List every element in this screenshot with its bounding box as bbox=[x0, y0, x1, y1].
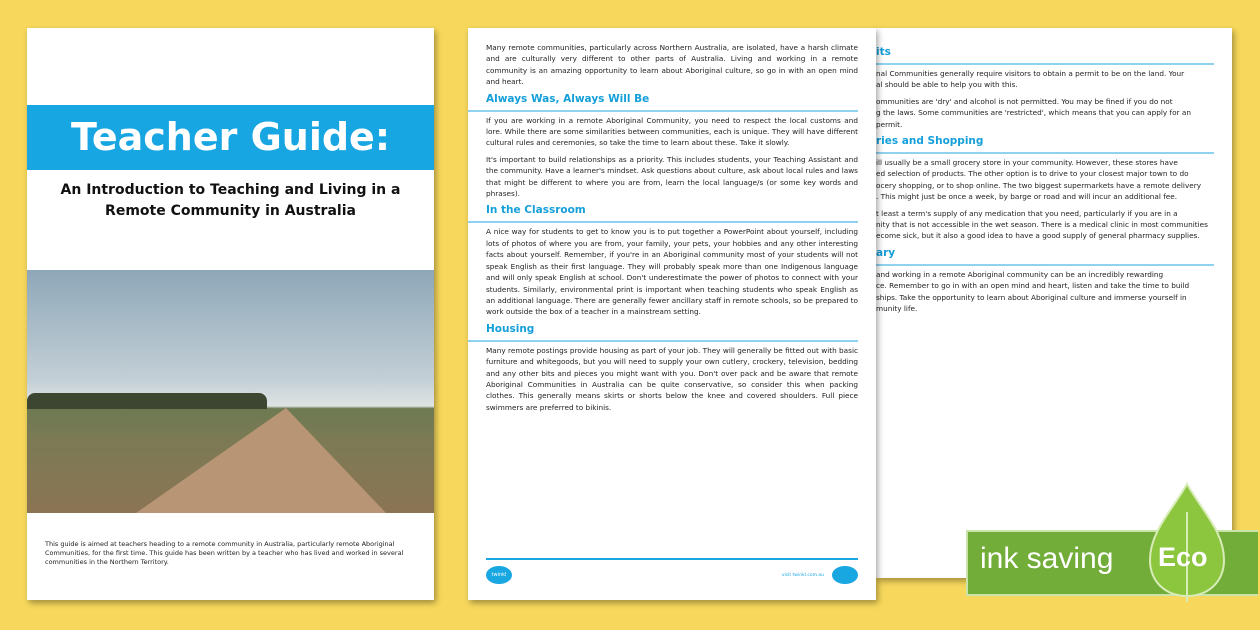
heading-housing: Housing bbox=[468, 323, 858, 342]
cover-page bbox=[27, 28, 434, 600]
heading-groceries: ries and Shopping bbox=[876, 135, 1214, 154]
text-line: ed selection of products. The other option is to drive to your closest major town to do bbox=[876, 169, 1189, 179]
text-line: permit. bbox=[876, 119, 903, 129]
twinkl-badge-icon bbox=[832, 566, 858, 584]
paragraph: Many remote postings provide housing as part of your job. They will generally be fitted out with basic furniture and whitegoods, but you will need to supply your own cutlery, crockery, television, bedding and any other bits and pieces you might want with you. Don't over pack and be aware that remote Aboriginal Communities in Australia can be quite conservative, so consider this when packing clothes. This generally means skirts or shorts below the knee and covered shoulders. Full piece swimmers are preferred to bikinis. bbox=[486, 345, 858, 412]
text-line: ships. Take the opportunity to learn about Aboriginal culture and immerse yourself in bbox=[876, 292, 1187, 302]
paragraph: A nice way for students to get to know you is to put together a PowerPoint about yourself, including lots of photos of where you are from, your family, your pets, your hobbies and any other interesting facts about yourself. Remember, if you're in an Aboriginal community most of your students will not speak English as their first language. They will probably speak more than one Indigenous language and will only speak English at school. Don't underestimate the power of photos to connect with your students. Similarly, environmental print is important when teaching students who speak English as an additional language. There are generally fewer ancillary staff in remote schools, so be prepared to work outside the box of a teacher in a mainstream setting. bbox=[486, 227, 858, 317]
text-line: ommunities are 'dry' and alcohol is not permitted. You may be fined if you do not bbox=[876, 96, 1173, 106]
twinkl-logo: twinkl bbox=[486, 566, 512, 584]
text-line: al should be able to help you with this. bbox=[876, 80, 1018, 90]
text-line: g the laws. Some communities are 'restricted', which means that you can apply for an bbox=[876, 108, 1191, 118]
text-line: ill usually be a small grocery store in your community. However, these stores have bbox=[876, 158, 1178, 168]
text-line: . This might just be once a week, by barge or road and will incur an additional fee. bbox=[876, 192, 1178, 202]
text-line: and working in a remote Aboriginal community can be an incredibly rewarding bbox=[876, 269, 1164, 279]
eco-label: Eco bbox=[1158, 542, 1208, 572]
text-line: nity that is not accessible in the wet season. There is a medical clinic in most communities bbox=[876, 220, 1208, 230]
text-line: munity life. bbox=[876, 304, 918, 314]
text-line: ce. Remember to go in with an open mind and heart, listen and take the time to build bbox=[876, 281, 1190, 291]
paragraph bbox=[876, 96, 1214, 130]
cover-title: Teacher Guide: bbox=[27, 105, 434, 170]
content-page-1 bbox=[468, 28, 876, 600]
heading-classroom: In the Classroom bbox=[468, 204, 858, 223]
ink-saving-label: ink saving bbox=[980, 542, 1114, 575]
footer-url: visit twinkl.com.au bbox=[781, 573, 824, 578]
paragraph: If you are working in a remote Aboriginal Community, you need to respect the local customs and lore. While there are some similarities between communities, each is unique. They will have different cultural rules and ceremonies, so take the time to learn about these. Take it slowly. bbox=[486, 115, 858, 148]
paragraph bbox=[876, 157, 1214, 203]
intro-text: Many remote communities, particularly across Northern Australia, are isolated, have a harsh climate and are culturally very different to other parts of Australia. Living and working in a remote community is an amazing opportunity to learn about Aboriginal culture, so go in with an open mind and heart. bbox=[486, 43, 858, 87]
page-footer bbox=[486, 558, 858, 578]
heading-always-was: Always Was, Always Will Be bbox=[468, 93, 858, 112]
text-line: t least a term's supply of any medication that you need, particularly if you are in a bbox=[876, 208, 1178, 218]
outback-road-photo bbox=[27, 270, 434, 513]
heading-permits: its bbox=[876, 46, 1214, 65]
text-line: nal Communities generally require visitors to obtain a permit to be on the land. Your bbox=[876, 69, 1185, 78]
paragraph bbox=[876, 208, 1214, 242]
text-line: ecome sick, but it also a good idea to have a good supply of general pharmacy supplies. bbox=[876, 231, 1200, 241]
paragraph bbox=[876, 269, 1214, 315]
text-line: ocery shopping, or to shop online. The two biggest supermarkets have a remote delivery bbox=[876, 180, 1202, 190]
paragraph bbox=[876, 68, 1214, 91]
cover-subtitle: An Introduction to Teaching and Living in a Remote Community in Australia bbox=[60, 182, 401, 219]
paragraph: It's important to build relationships as a priority. This includes students, your Teaching Assistant and the community. Have a learner's mindset. Ask questions about culture, ask about local rules and laws that might be different to where you are from, learn the local language/s (or some key words and phrases). bbox=[486, 154, 858, 199]
heading-summary: ary bbox=[876, 247, 1214, 266]
cover-note: This guide is aimed at teachers heading to a remote community in Australia, particularly remote Aboriginal Communities, for the first time. This guide has been written by a teacher who has lived and worked in several communities in the Northern Territory. bbox=[45, 540, 404, 566]
